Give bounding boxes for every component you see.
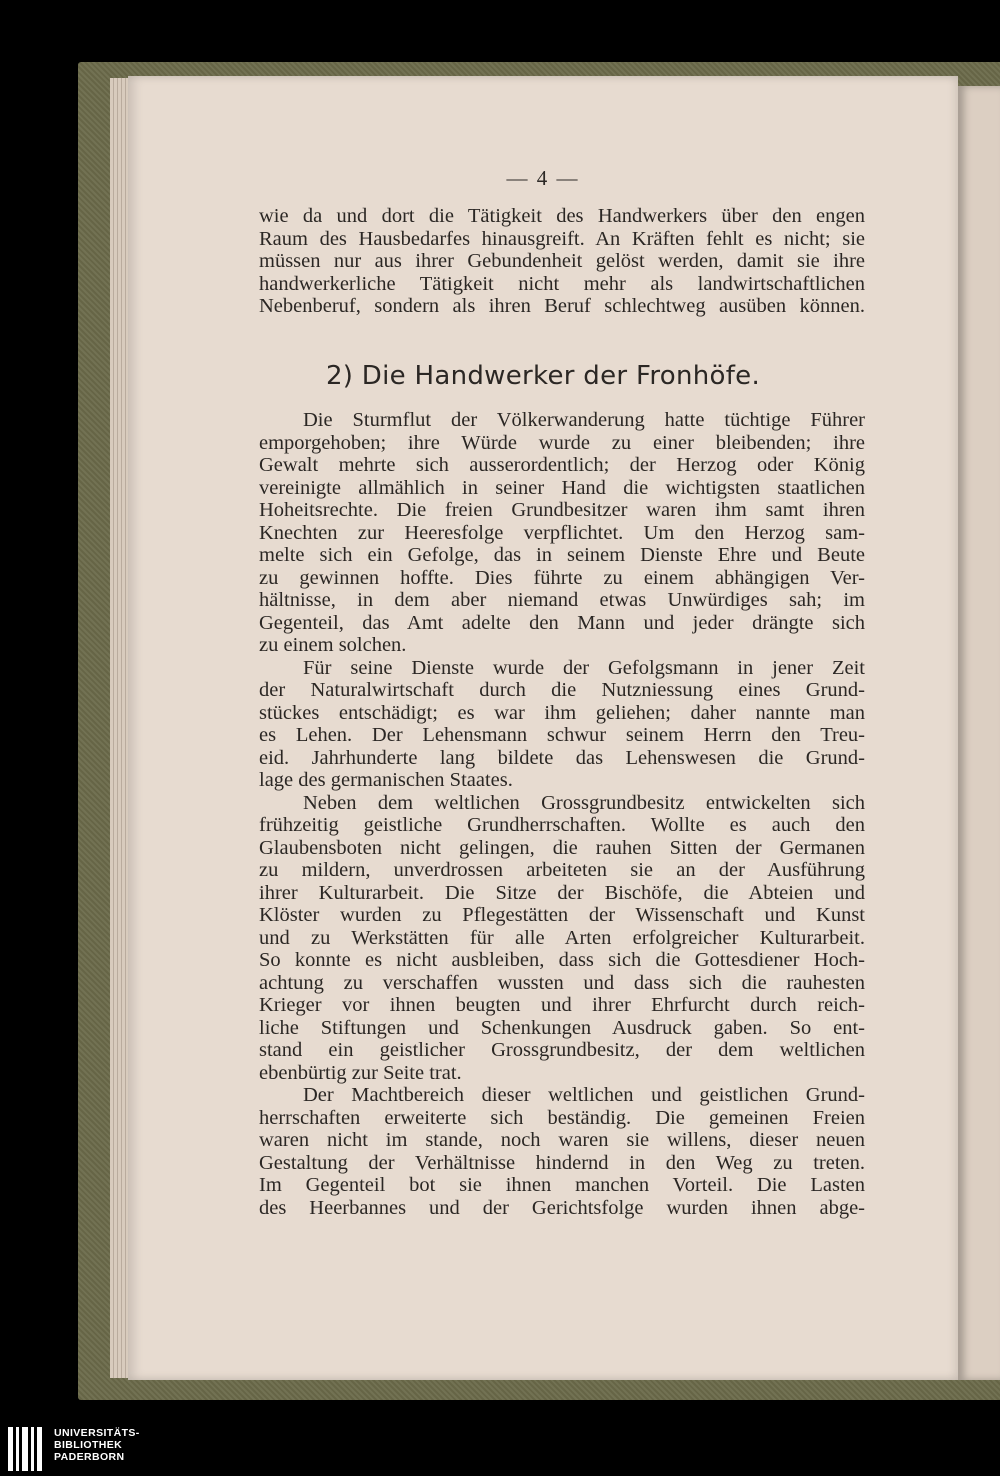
text-line: Krieger vor ihnen beugten und ihrer Ehrfurcht durch reich-	[259, 994, 865, 1016]
text-line: handwerkerliche Tätigkeit nicht mehr als landwirtschaftlichen	[259, 272, 865, 295]
text-line: So konnte es nicht ausbleiben, dass sich die Gottesdiener Hoch-	[259, 949, 865, 971]
text-line: herrschaften erweiterte sich beständig. Die gemeinen Freien	[259, 1106, 865, 1129]
paragraph-top	[259, 205, 865, 318]
text-line: hältnisse, in dem aber niemand etwas Unwürdiges sah; im	[259, 589, 865, 611]
text-line: zu einem solchen.	[259, 634, 407, 656]
text-line: Hoheitsrechte. Die freien Grundbesitzer waren ihm samt ihren	[259, 499, 865, 521]
text-line: zu gewinnen hoffte. Dies führte zu einem abhängigen Ver-	[259, 566, 865, 589]
text-line: achtung zu verschaffen wussten und dass sich die rauhesten	[259, 971, 865, 994]
text-line: melte sich ein Gefolge, das in seinem Dienste Ehre und Beute	[259, 544, 865, 566]
text-line: lage des germanischen Staates.	[259, 769, 513, 791]
text-line: ebenbürtig zur Seite trat.	[259, 1061, 462, 1084]
section-heading: 2) Die Handwerker der Fronhöfe.	[325, 361, 761, 391]
library-logo-text	[54, 1427, 140, 1463]
book-page	[128, 76, 958, 1380]
text-line: stand ein geistlicher Grossgrundbesitz, der dem weltlichen	[259, 1039, 865, 1061]
text-line: des Heerbannes und der Gerichtsfolge wurden ihnen abge-	[259, 1196, 865, 1219]
page-number: — 4 —	[506, 166, 580, 190]
text-line: ihrer Kulturarbeit. Die Sitze der Bischöfe, die Abteien und	[259, 881, 865, 904]
text-line: es Lehen. Der Lehensmann schwur seinem Herrn den Treu-	[259, 724, 865, 746]
text-line: und zu Werkstätten für alle Arten erfolgreicher Kulturarbeit.	[259, 926, 865, 949]
adjacent-page	[958, 86, 1000, 1380]
text-line: liche Stiftungen und Schenkungen Ausdruck gaben. So ent-	[259, 1016, 865, 1039]
text-line: stückes entschädigt; es war ihm geliehen; daher nannte man	[259, 701, 865, 724]
text-line: Nebenberuf, sondern als ihren Beruf schlechtweg ausüben können.	[259, 295, 865, 317]
text-line: frühzeitig geistliche Grundherrschaften. Wollte es auch den	[259, 814, 865, 836]
text-line: Klöster wurden zu Pflegestätten der Wissenschaft und Kunst	[259, 904, 865, 926]
text-line: Der Machtbereich dieser weltlichen und geistlichen Grund-	[303, 1084, 865, 1106]
text-line: Glaubensboten nicht gelingen, die rauhen Sitten der Germanen	[259, 836, 865, 859]
text-line: Raum des Hausbedarfes hinausgreift. An Kräften fehlt es nicht; sie	[259, 227, 865, 250]
logo-line: PADERBORN	[54, 1451, 125, 1463]
text-line: zu mildern, unverdrossen arbeiteten sie an der Ausführung	[259, 859, 865, 881]
text-line: eid. Jahrhunderte lang bildete das Lehenswesen die Grund-	[259, 746, 865, 769]
text-line: Gestaltung der Verhältnisse hindernd in den Weg zu treten.	[259, 1151, 865, 1174]
text-line: Gegenteil, das Amt adelte den Mann und jeder drängte sich	[259, 611, 865, 634]
text-line: Im Gegenteil bot sie ihnen manchen Vorteil. Die Lasten	[259, 1174, 865, 1196]
text-line: der Naturalwirtschaft durch die Nutzniessung eines Grund-	[259, 679, 865, 701]
library-logo-icon	[8, 1427, 48, 1471]
text-line: müssen nur aus ihrer Gebundenheit gelöst werden, damit sie ihre	[259, 250, 865, 272]
text-line: Neben dem weltlichen Grossgrundbesitz entwickelten sich	[303, 791, 865, 814]
text-line: waren nicht im stande, noch waren sie willens, dieser neuen	[259, 1129, 865, 1151]
logo-line: BIBLIOTHEK	[54, 1439, 123, 1451]
logo-line: UNIVERSITÄTS-	[54, 1427, 140, 1439]
text-line: Knechten zur Heeresfolge verpflichtet. Um den Herzog sam-	[259, 521, 865, 544]
text-line: emporgehoben; ihre Würde wurde zu einer bleibenden; ihre	[259, 431, 865, 454]
library-logo	[8, 1425, 168, 1469]
section-body	[259, 409, 865, 1219]
text-line: wie da und dort die Tätigkeit des Handwerkers über den engen	[259, 205, 865, 227]
text-line: Gewalt mehrte sich ausserordentlich; der Herzog oder König	[259, 454, 865, 476]
text-line: Für seine Dienste wurde der Gefolgsmann in jener Zeit	[303, 656, 865, 679]
text-line: vereinigte allmählich in seiner Hand die wichtigsten staatlichen	[259, 476, 865, 499]
text-line: Die Sturmflut der Völkerwanderung hatte tüchtige Führer	[303, 409, 865, 431]
